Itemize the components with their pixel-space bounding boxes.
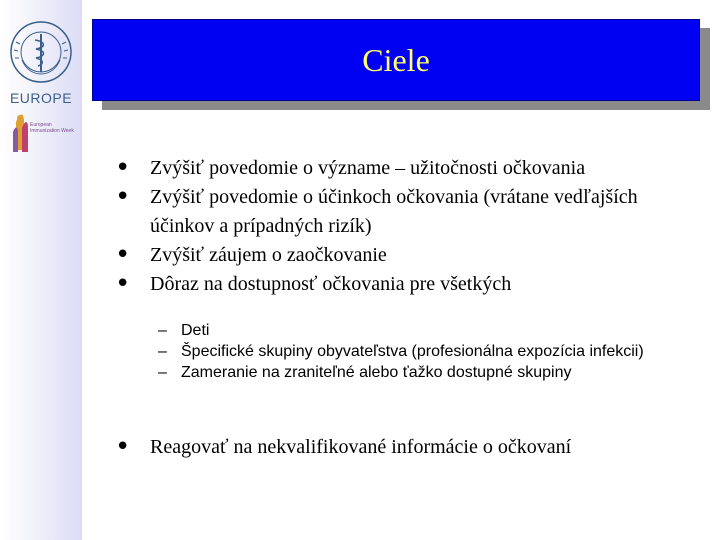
sub-bullet-item xyxy=(158,320,678,341)
bullet-text: Zvýšiť povedomie o význame – užitočnosti očkovania xyxy=(150,157,586,179)
sidebar xyxy=(0,0,82,540)
bullet-list xyxy=(115,154,705,299)
bullet-dot-icon: • xyxy=(115,153,131,183)
bullet-list-final xyxy=(115,433,705,462)
sub-bullet-list xyxy=(158,320,678,383)
bullet-item xyxy=(115,154,705,183)
bullet-dot-icon: • xyxy=(115,269,131,299)
title-box xyxy=(92,19,700,101)
bullet-text: Zvýšiť povedomie o účinkoch očkovania (vrátane vedľajších účinkov a prípadných rizík) xyxy=(150,186,638,237)
bullet-dot-icon: • xyxy=(115,240,131,270)
who-emblem-icon xyxy=(6,14,76,96)
dash-icon: – xyxy=(158,322,167,339)
sub-bullet-text: Deti xyxy=(181,322,210,339)
bullet-item xyxy=(115,270,705,299)
sub-bullet-text: Špecifické skupiny obyvateľstva (profesionálna expozícia infekcii) xyxy=(181,343,644,360)
slide-title: Ciele xyxy=(362,41,430,78)
bullet-text: Reagovať na nekvalifikované informácie o očkovaní xyxy=(150,436,572,458)
bullet-dot-icon: • xyxy=(115,432,131,462)
sub-bullet-text: Zameranie na zraniteľné alebo ťažko dostupné skupiny xyxy=(181,364,572,381)
bullet-dot-icon: • xyxy=(115,182,131,212)
eiw-text: European Immunization Week xyxy=(30,122,74,134)
dash-icon: – xyxy=(158,343,167,360)
bullet-text: Zvýšiť záujem o zaočkovanie xyxy=(150,244,387,266)
bullet-item xyxy=(115,183,705,241)
dash-icon: – xyxy=(158,364,167,381)
europe-label: EUROPE xyxy=(9,90,73,106)
bullet-text: Dôraz na dostupnosť očkovania pre všetkých xyxy=(150,273,512,295)
european-immunization-week-logo-icon xyxy=(10,112,76,160)
bullet-item xyxy=(115,433,705,462)
bullet-item xyxy=(115,241,705,270)
sub-bullet-item xyxy=(158,362,678,383)
sub-bullet-item xyxy=(158,341,678,362)
